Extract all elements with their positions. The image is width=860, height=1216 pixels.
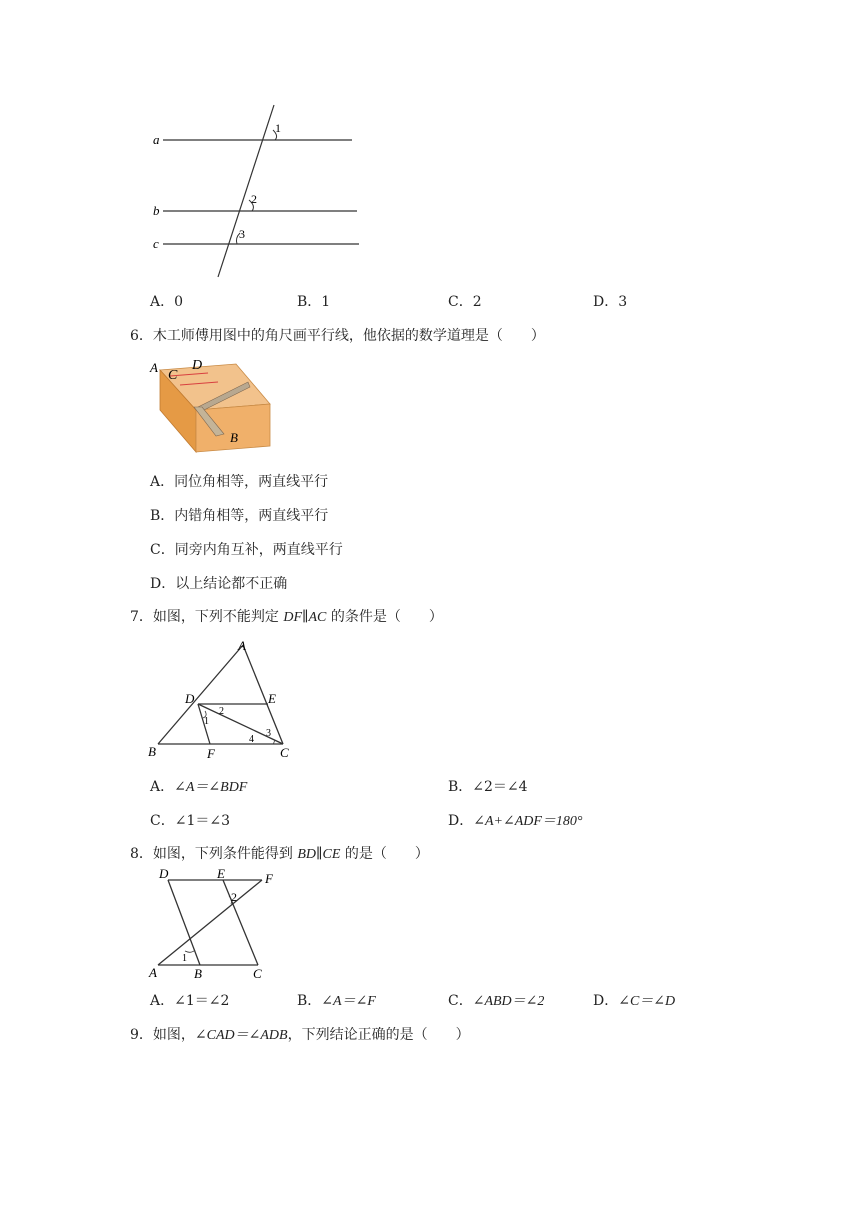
q8-stem — [130, 845, 429, 864]
q7-stem-suffix: 的条件是（ ） — [326, 609, 443, 625]
q5-label-c: c — [153, 236, 159, 251]
q8-option-c — [448, 992, 544, 1011]
q7-option-d-prefix: D． — [448, 813, 474, 829]
q5-angle-3: 3 — [239, 227, 245, 241]
q6-label-d: D — [192, 358, 203, 373]
q7-figure — [145, 636, 305, 764]
q7-option-c-math: ∠1＝∠3 — [174, 813, 230, 829]
q8-num-2: 2 — [231, 890, 237, 904]
q8-option-b — [297, 992, 376, 1011]
q7-option-b-prefix: B． — [448, 779, 473, 795]
q7-option-a-prefix: A． — [150, 779, 175, 795]
q7-stem-prefix: 7．如图，下列不能判定 — [130, 609, 284, 625]
q8-stem-prefix: 8．如图，下列条件能得到 — [130, 846, 298, 862]
q8-stem-math: BD∥CE — [297, 847, 341, 862]
q7-label-d: D — [185, 691, 195, 706]
q8-option-c-math: ∠ABD＝∠2 — [472, 994, 545, 1009]
q8-option-d — [593, 992, 675, 1011]
q7-num-3: 3 — [266, 728, 271, 739]
q7-option-d-math: ∠A+∠ADF＝180° — [473, 814, 583, 829]
q7-label-b: B — [148, 744, 156, 759]
q5-angle-2: 2 — [251, 192, 257, 206]
q5-label-a: a — [153, 132, 160, 147]
q7-label-f: F — [207, 746, 215, 761]
q9-stem-suffix: ，下列结论正确的是（ ） — [287, 1027, 470, 1043]
q8-label-b: B — [194, 966, 202, 981]
q7-num-4: 4 — [249, 734, 254, 745]
q8-label-a: A — [149, 965, 157, 980]
q9-stem-math: ∠CAD＝∠ADB — [194, 1028, 288, 1043]
q5-figure — [145, 100, 375, 285]
q8-option-c-prefix: C． — [448, 993, 473, 1009]
q6-option-b: B．内错角相等，两直线平行 — [150, 508, 329, 524]
q9-stem — [130, 1026, 470, 1045]
q7-label-e: E — [268, 691, 276, 706]
q8-option-b-math: ∠A＝∠F — [321, 994, 376, 1009]
q5-option-a: A．0 — [150, 294, 184, 310]
q7-option-c — [150, 812, 230, 830]
q8-label-d: D — [159, 866, 169, 881]
q8-stem-suffix: 的是（ ） — [340, 846, 429, 862]
q7-option-a — [150, 778, 247, 797]
q7-label-c: C — [280, 745, 289, 760]
q7-option-c-prefix: C． — [150, 813, 175, 829]
q6-figure — [148, 352, 273, 462]
q7-stem — [130, 608, 443, 627]
q8-label-f: F — [265, 871, 273, 886]
q6-option-a: A．同位角相等，两直线平行 — [150, 474, 329, 490]
q9-stem-prefix: 9．如图， — [130, 1027, 195, 1043]
q5-option-c: C．2 — [448, 294, 482, 310]
q5-label-b: b — [153, 203, 160, 218]
q8-option-d-prefix: D． — [593, 993, 619, 1009]
q8-option-a-prefix: A． — [150, 993, 175, 1009]
q8-option-d-math: ∠C＝∠D — [618, 994, 676, 1009]
q8-option-a-math: ∠1＝∠2 — [174, 993, 230, 1009]
q6-label-a: A — [150, 360, 158, 375]
q7-option-b-math: ∠2＝∠4 — [472, 779, 528, 795]
q8-label-c: C — [253, 966, 262, 981]
q7-option-a-math: ∠A＝∠BDF — [174, 780, 248, 795]
q8-option-b-prefix: B． — [297, 993, 322, 1009]
q7-num-1: 1 — [204, 716, 209, 727]
q6-option-d: D．以上结论都不正确 — [150, 576, 288, 592]
q6-stem: 6．木工师傅用图中的角尺画平行线，他依据的数学道理是（ ） — [130, 328, 545, 344]
q6-option-c: C．同旁内角互补，两直线平行 — [150, 542, 343, 558]
q5-option-d: D．3 — [593, 294, 628, 310]
q7-label-a: A — [238, 638, 246, 653]
q7-option-d — [448, 812, 583, 831]
q7-stem-math: DF∥AC — [283, 610, 327, 625]
q8-figure — [145, 866, 285, 982]
q5-angle-1: 1 — [275, 121, 281, 135]
q8-label-e: E — [217, 866, 225, 881]
q5-option-b: B．1 — [297, 294, 331, 310]
q7-num-2: 2 — [219, 706, 224, 717]
q8-option-a — [150, 992, 229, 1010]
q6-label-c: C — [168, 368, 178, 383]
q8-num-1: 1 — [182, 953, 187, 964]
q6-label-b: B — [230, 430, 238, 445]
q7-option-b — [448, 778, 528, 796]
